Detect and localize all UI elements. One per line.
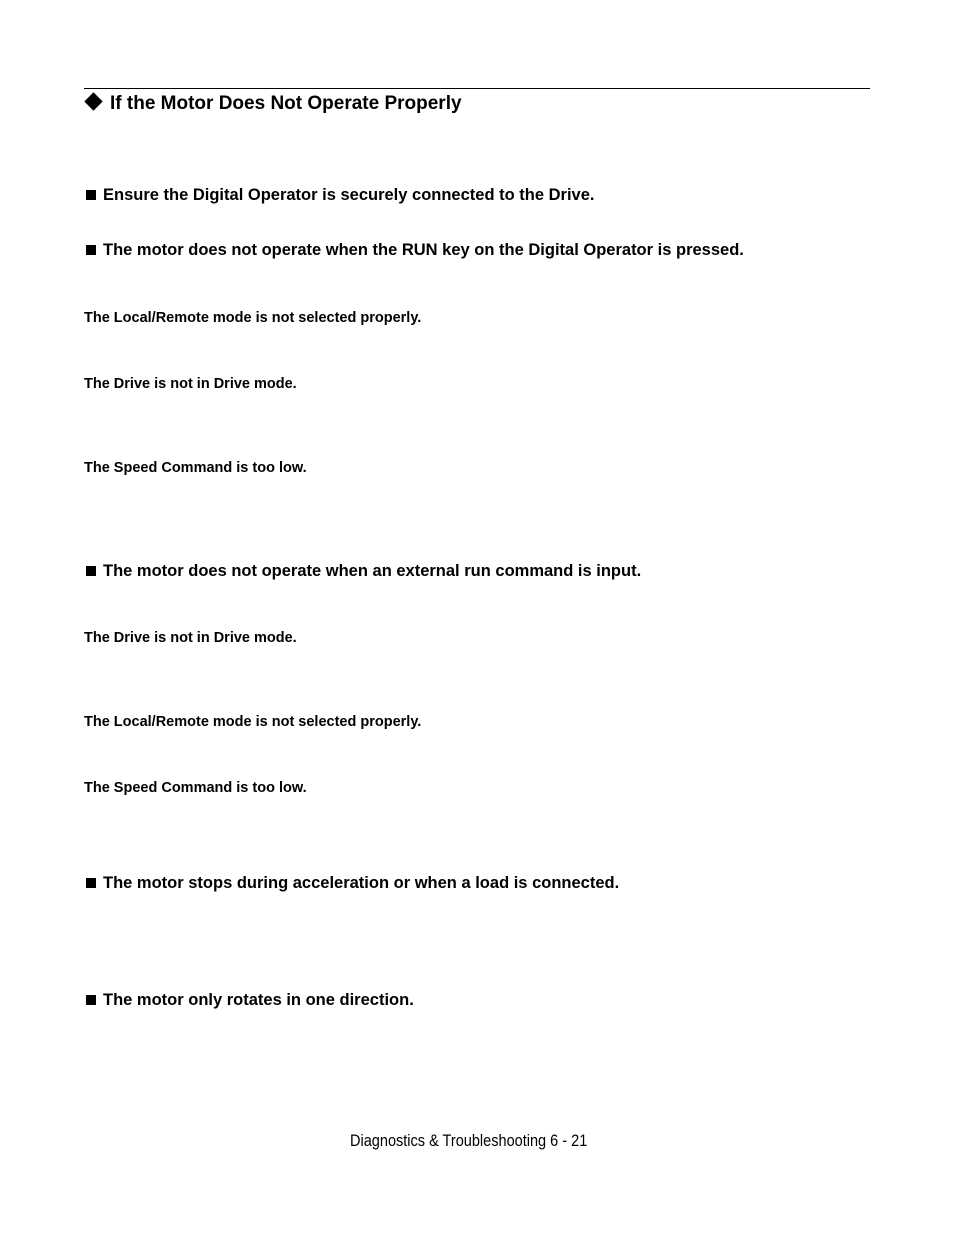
heading-text: The motor only rotates in one direction. (103, 991, 414, 1009)
heading-one-direction (84, 989, 414, 1011)
page-footer: Diagnostics & Troubleshooting 6 - 21 (350, 1132, 588, 1150)
cause-drive-mode: The Drive is not in Drive mode. (84, 376, 297, 392)
heading-text: The motor does not operate when an external run command is input. (103, 562, 642, 580)
heading-text: The motor stops during acceleration or when a load is connected. (103, 874, 620, 892)
section-title (84, 92, 462, 116)
square-bullet-icon (86, 245, 96, 255)
heading-operator-connected (84, 184, 594, 206)
heading-run-key (84, 239, 744, 261)
square-bullet-icon (86, 995, 96, 1005)
heading-external-run (84, 560, 641, 582)
square-bullet-icon (86, 566, 96, 576)
square-bullet-icon (86, 878, 96, 888)
cause-drive-mode: The Drive is not in Drive mode. (84, 630, 297, 646)
heading-motor-stops (84, 872, 619, 894)
heading-text: The motor does not operate when the RUN key on the Digital Operator is pressed. (103, 241, 744, 259)
diamond-bullet-icon (84, 92, 102, 110)
header-rule (84, 88, 870, 89)
cause-local-remote: The Local/Remote mode is not selected properly. (84, 310, 422, 326)
square-bullet-icon (86, 190, 96, 200)
heading-text: Ensure the Digital Operator is securely connected to the Drive. (103, 186, 595, 204)
cause-speed-command: The Speed Command is too low. (84, 460, 307, 476)
cause-speed-command: The Speed Command is too low. (84, 780, 307, 796)
section-title-text: If the Motor Does Not Operate Properly (110, 93, 462, 114)
cause-local-remote: The Local/Remote mode is not selected properly. (84, 714, 422, 730)
